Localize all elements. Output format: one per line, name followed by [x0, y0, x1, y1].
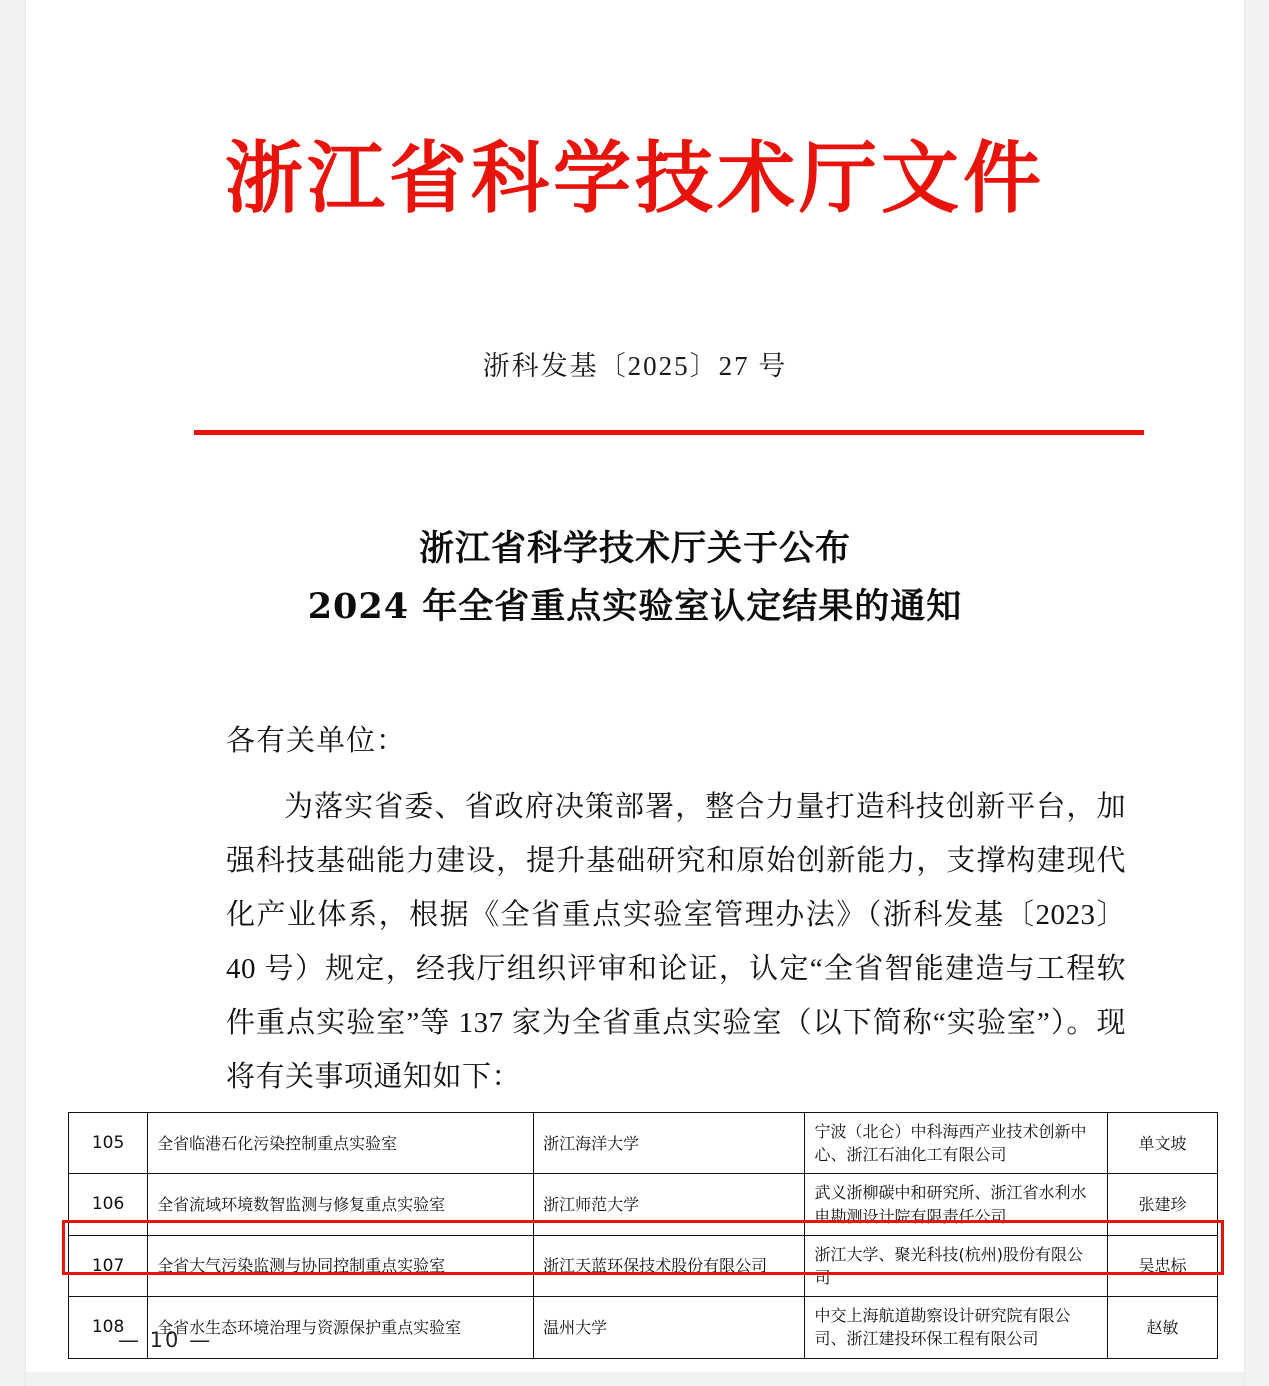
- row-leader: 吴忠标: [1107, 1235, 1217, 1296]
- document-number: 浙科发基〔2025〕27 号: [482, 351, 788, 381]
- row-number: 106: [69, 1174, 148, 1235]
- salutation: 各有关单位：: [226, 725, 407, 757]
- row-lab-name: 全省流域环境数智监测与修复重点实验室: [148, 1174, 534, 1235]
- page-bottom-edge: [26, 1372, 1244, 1386]
- document-page: [26, 0, 1244, 1386]
- row-partner-units: 浙江大学、聚光科技(杭州)股份有限公司: [805, 1235, 1107, 1296]
- row-lab-name: 全省水生态环境治理与资源保护重点实验室: [148, 1297, 534, 1358]
- table-row: [69, 1297, 1218, 1358]
- page-number-footer: — 10 —: [118, 1328, 213, 1352]
- row-host-unit: 浙江天蓝环保技术股份有限公司: [534, 1235, 805, 1296]
- lab-listing-table: [68, 1112, 1218, 1359]
- masthead-title: 浙江省科学技术厅文件: [224, 133, 1045, 224]
- masthead: [26, 133, 1244, 224]
- row-partner-units: 中交上海航道勘察设计研究院有限公司、浙江建投环保工程有限公司: [805, 1297, 1107, 1358]
- table-row-highlighted: [69, 1235, 1218, 1296]
- row-host-unit: 温州大学: [534, 1297, 805, 1358]
- row-number: 108: [69, 1297, 148, 1358]
- row-lab-name: 全省大气污染监测与协同控制重点实验室: [148, 1235, 534, 1296]
- row-host-unit: 浙江海洋大学: [534, 1113, 805, 1174]
- red-divider-rule: [194, 430, 1144, 435]
- body-paragraph: 为落实省委、省政府决策部署，整合力量打造科技创新平台，加强科技基础能力建设，提升基础研究和原始创新能力，支撑构建现代化产业体系，根据《全省重点实验室管理办法》（浙科发基〔2023〕40 号）规定，经我厅组织评审和论证，认定“全省智能建造与工程软件重点实验室”等 137 家为全省重点实验室（以下简称“实验室”）。现将有关事项通知如下：: [226, 791, 1126, 1093]
- table-row: [69, 1174, 1218, 1235]
- row-number: 105: [69, 1113, 148, 1174]
- row-host-unit: 浙江师范大学: [534, 1174, 805, 1235]
- row-leader: 张建珍: [1107, 1174, 1217, 1235]
- page-title: [26, 520, 1244, 636]
- row-lab-name: 全省临港石化污染控制重点实验室: [148, 1113, 534, 1174]
- row-leader: 单文坡: [1107, 1113, 1217, 1174]
- row-number: 107: [69, 1235, 148, 1296]
- row-partner-units: 宁波（北仑）中科海西产业技术创新中心、浙江石油化工有限公司: [805, 1113, 1107, 1174]
- row-partner-units: 武义浙柳碳中和研究所、浙江省水利水电勘测设计院有限责任公司: [805, 1174, 1107, 1235]
- page-title-line-1: 浙江省科学技术厅关于公布: [418, 528, 851, 569]
- table-row: [69, 1113, 1218, 1174]
- row-leader: 赵敏: [1107, 1297, 1217, 1358]
- page-title-line-2: 2024 年全省重点实验室认定结果的通知: [307, 585, 963, 627]
